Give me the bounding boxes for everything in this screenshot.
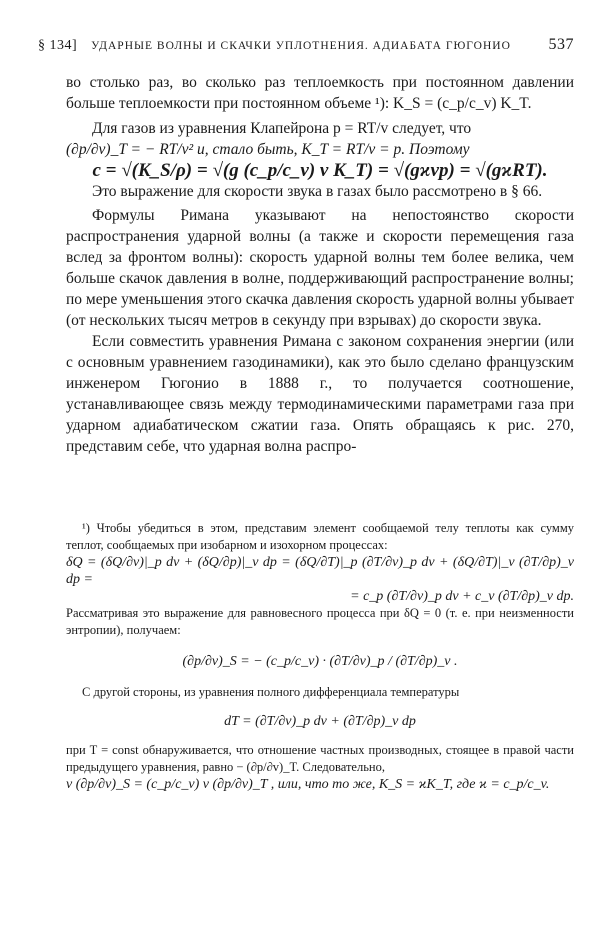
footnote-equation-d: dT = (∂T/∂v)_p dv + (∂T/∂p)_v dp (224, 714, 416, 729)
running-header (38, 36, 574, 54)
footnote-text-4: при T = const обнаруживается, что отношение частных производных, стоящее в правой части предыдущего уравнения, равно − (∂p/∂v)_T. Следовательно, (66, 743, 574, 774)
footnote-text-3: С другой стороны, из уравнения полного дифференциала температуры (82, 685, 460, 699)
footnote-equation-c: (∂p/∂v)_S = − (c_p/c_v) · (∂T/∂v)_p / (∂T/∂p)_v . (182, 654, 458, 669)
equation-sound-speed: c = √(K_S/ρ) = √(g (c_p/c_v) v K_T) = √(gϰvp) = √(gϰRT). (92, 160, 548, 181)
main-text (66, 72, 574, 457)
footnote-equation-e: v (∂p/∂v)_S = (c_p/c_v) v (∂p/∂v)_T , или, что то же, K_S = ϰK_T, где ϰ = c_p/c_v. (66, 777, 550, 792)
footnote (66, 520, 574, 793)
footnote-intro: ¹) Чтобы убедиться в этом, представим элемент сообщаемой телу теплоты как сумму теплот, сообщаемых при изобарном и изохорном процессах: (66, 521, 574, 552)
paragraph-4: Формулы Римана указывают на непостоянство скорости распространения ударной волны (а также и скорости перемещения газа вслед за фронтом волны): скорость ударной волны тем более велика, чем больше скачок давления в волне, поддерживающий распространение волны; по мере уменьшения этого скачка давления скорость ударной волны убывает (от нескольких тысяч метров в секунду при взрывах) до скорости звука. (66, 207, 574, 329)
section-ref: § 134] (38, 38, 78, 53)
paragraph-3: Это выражение для скорости звука в газах было рассмотрено в § 66. (92, 183, 543, 200)
header-title: УДАРНЫЕ ВОЛНЫ И СКАЧКИ УПЛОТНЕНИЯ. АДИАБАТА ГЮГОНИО (91, 40, 511, 52)
paragraph-2a: Для газов из уравнения Клапейрона p = RT/v следует, что (92, 120, 472, 137)
footnote-text-2: Рассматривая это выражение для равновесного процесса при δQ = 0 (т. е. при неизменности энтропии), получаем: (66, 606, 574, 637)
footnote-equation-b: = c_p (∂T/∂v)_p dv + c_v (∂T/∂p)_v dp. (350, 589, 574, 604)
paragraph-1: во столько раз, во сколько раз теплоемкость при постоянном давлении больше теплоемкости при постоянном объеме ¹): K_S = (c_p/c_v) K_T. (66, 74, 574, 112)
page-number: 537 (548, 36, 574, 53)
paragraph-2b: (∂p/∂v)_T = − RT/v² и, стало быть, K_T = RT/v = p. Поэтому (66, 141, 470, 158)
paragraph-5: Если совместить уравнения Римана с законом сохранения энергии (или с основным уравнением газодинамики), как это было сделано французским инженером Гюгонио в 1888 г., то получается соотношение, устанавливающее связь между термодинамическими параметрами газа при ударном адиабатическом сжатии газа. Опять обращаясь к рис. 270, представим себе, что ударная волна распро- (66, 333, 574, 455)
footnote-equation-a: δQ = (δQ/∂v)|_p dv + (δQ/∂p)|_v dp = (δQ/∂T)|_p (∂T/∂v)_p dv + (δQ/∂T)|_v (∂T/∂p)_v dp = (66, 555, 574, 587)
